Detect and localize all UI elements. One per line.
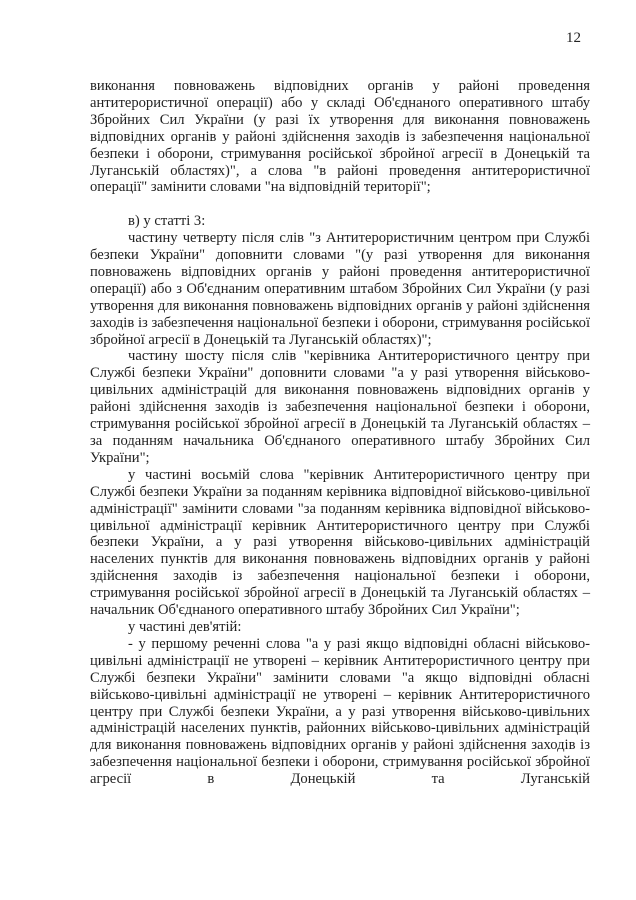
paragraph-part-six: частину шосту після слів "керівника Антитерористичного центру при Службі безпеки України" доповнити словами "а у разі утворення військово-цивільних адміністрацій для виконання повноважень відповідних органів у районі здійснення заходів із забезпечення національної безпеки і оборони, стримування російської збройної агресії в Донецькій та Луганській областях – за поданням начальника Об'єднаного оперативного штабу Збройних Сил України"; [90,348,590,466]
paragraph-part-four: частину четверту після слів "з Антитерористичним центром при Службі безпеки України" доповнити словами "(у разі утворення для виконання повноважень відповідних органів у районі проведення антитерористичної операції) або з Об'єднаним оперативним штабом Збройних Сил України (у разі утворення для виконання повноважень відповідних органів у районі здійснення заходів із забезпечення національної безпеки і оборони, стримування російської збройної агресії в Донецькій та Луганській областях)"; [90,230,590,348]
paragraph-part-nine-first-sentence: - у першому реченні слова "а у разі якщо відповідні обласні військово-цивільні адміністрації не утворені – керівник Антитерористичного центру при Службі безпеки України" замінити словами "а якщо відповідні обласні військово-цивільні адміністрації не утворені – керівник Антитерористичного центру при Службі безпеки України, а у разі утворення військово-цивільних адміністрацій населених пунктів, районних військово-цивільних адміністрацій для виконання повноважень відповідних органів у районі здійснення заходів із забезпечення національної безпеки і оборони, стримування російської збройної агресії в Донецькій та Луганській [90,635,590,788]
paragraph-subsection-heading: в) у статті 3: [128,213,206,230]
paragraph-continuation: виконання повноважень відповідних органів у районі проведення антитерористичної операції) або у складі Об'єднаного оперативного штабу Збройних Сил України (у разі їх утворення для виконання повноважень відповідних органів у районі здійснення заходів із забезпечення національної безпеки і оборони, стримування російської збройної агресії в Донецькій та Луганській областях)", а слова "в районі проведення антитерористичної операції" замінити словами "на відповідній території"; [90,78,590,196]
page-number: 12 [566,30,581,46]
paragraph-part-eight: у частині восьмій слова "керівник Антитерористичного центру при Службі безпеки України за поданням керівника відповідної військово-цивільної адміністрації" замінити словами "за поданням керівника відповідної військово-цивільної адміністрації керівник Антитерористичного центру при Службі безпеки України, а у разі утворення військово-цивільних адміністрацій населених пунктів для виконання повноважень відповідних органів у районі здійснення заходів із забезпечення національної безпеки і оборони, стримування російської збройної агресії в Донецькій та Луганській областях – начальник Об'єднаного оперативного штабу Збройних Сил України"; [90,466,590,619]
paragraph-gap [90,196,590,213]
paragraph-part-nine-heading: у частині дев'ятій: [128,618,242,635]
document-body [90,78,590,788]
